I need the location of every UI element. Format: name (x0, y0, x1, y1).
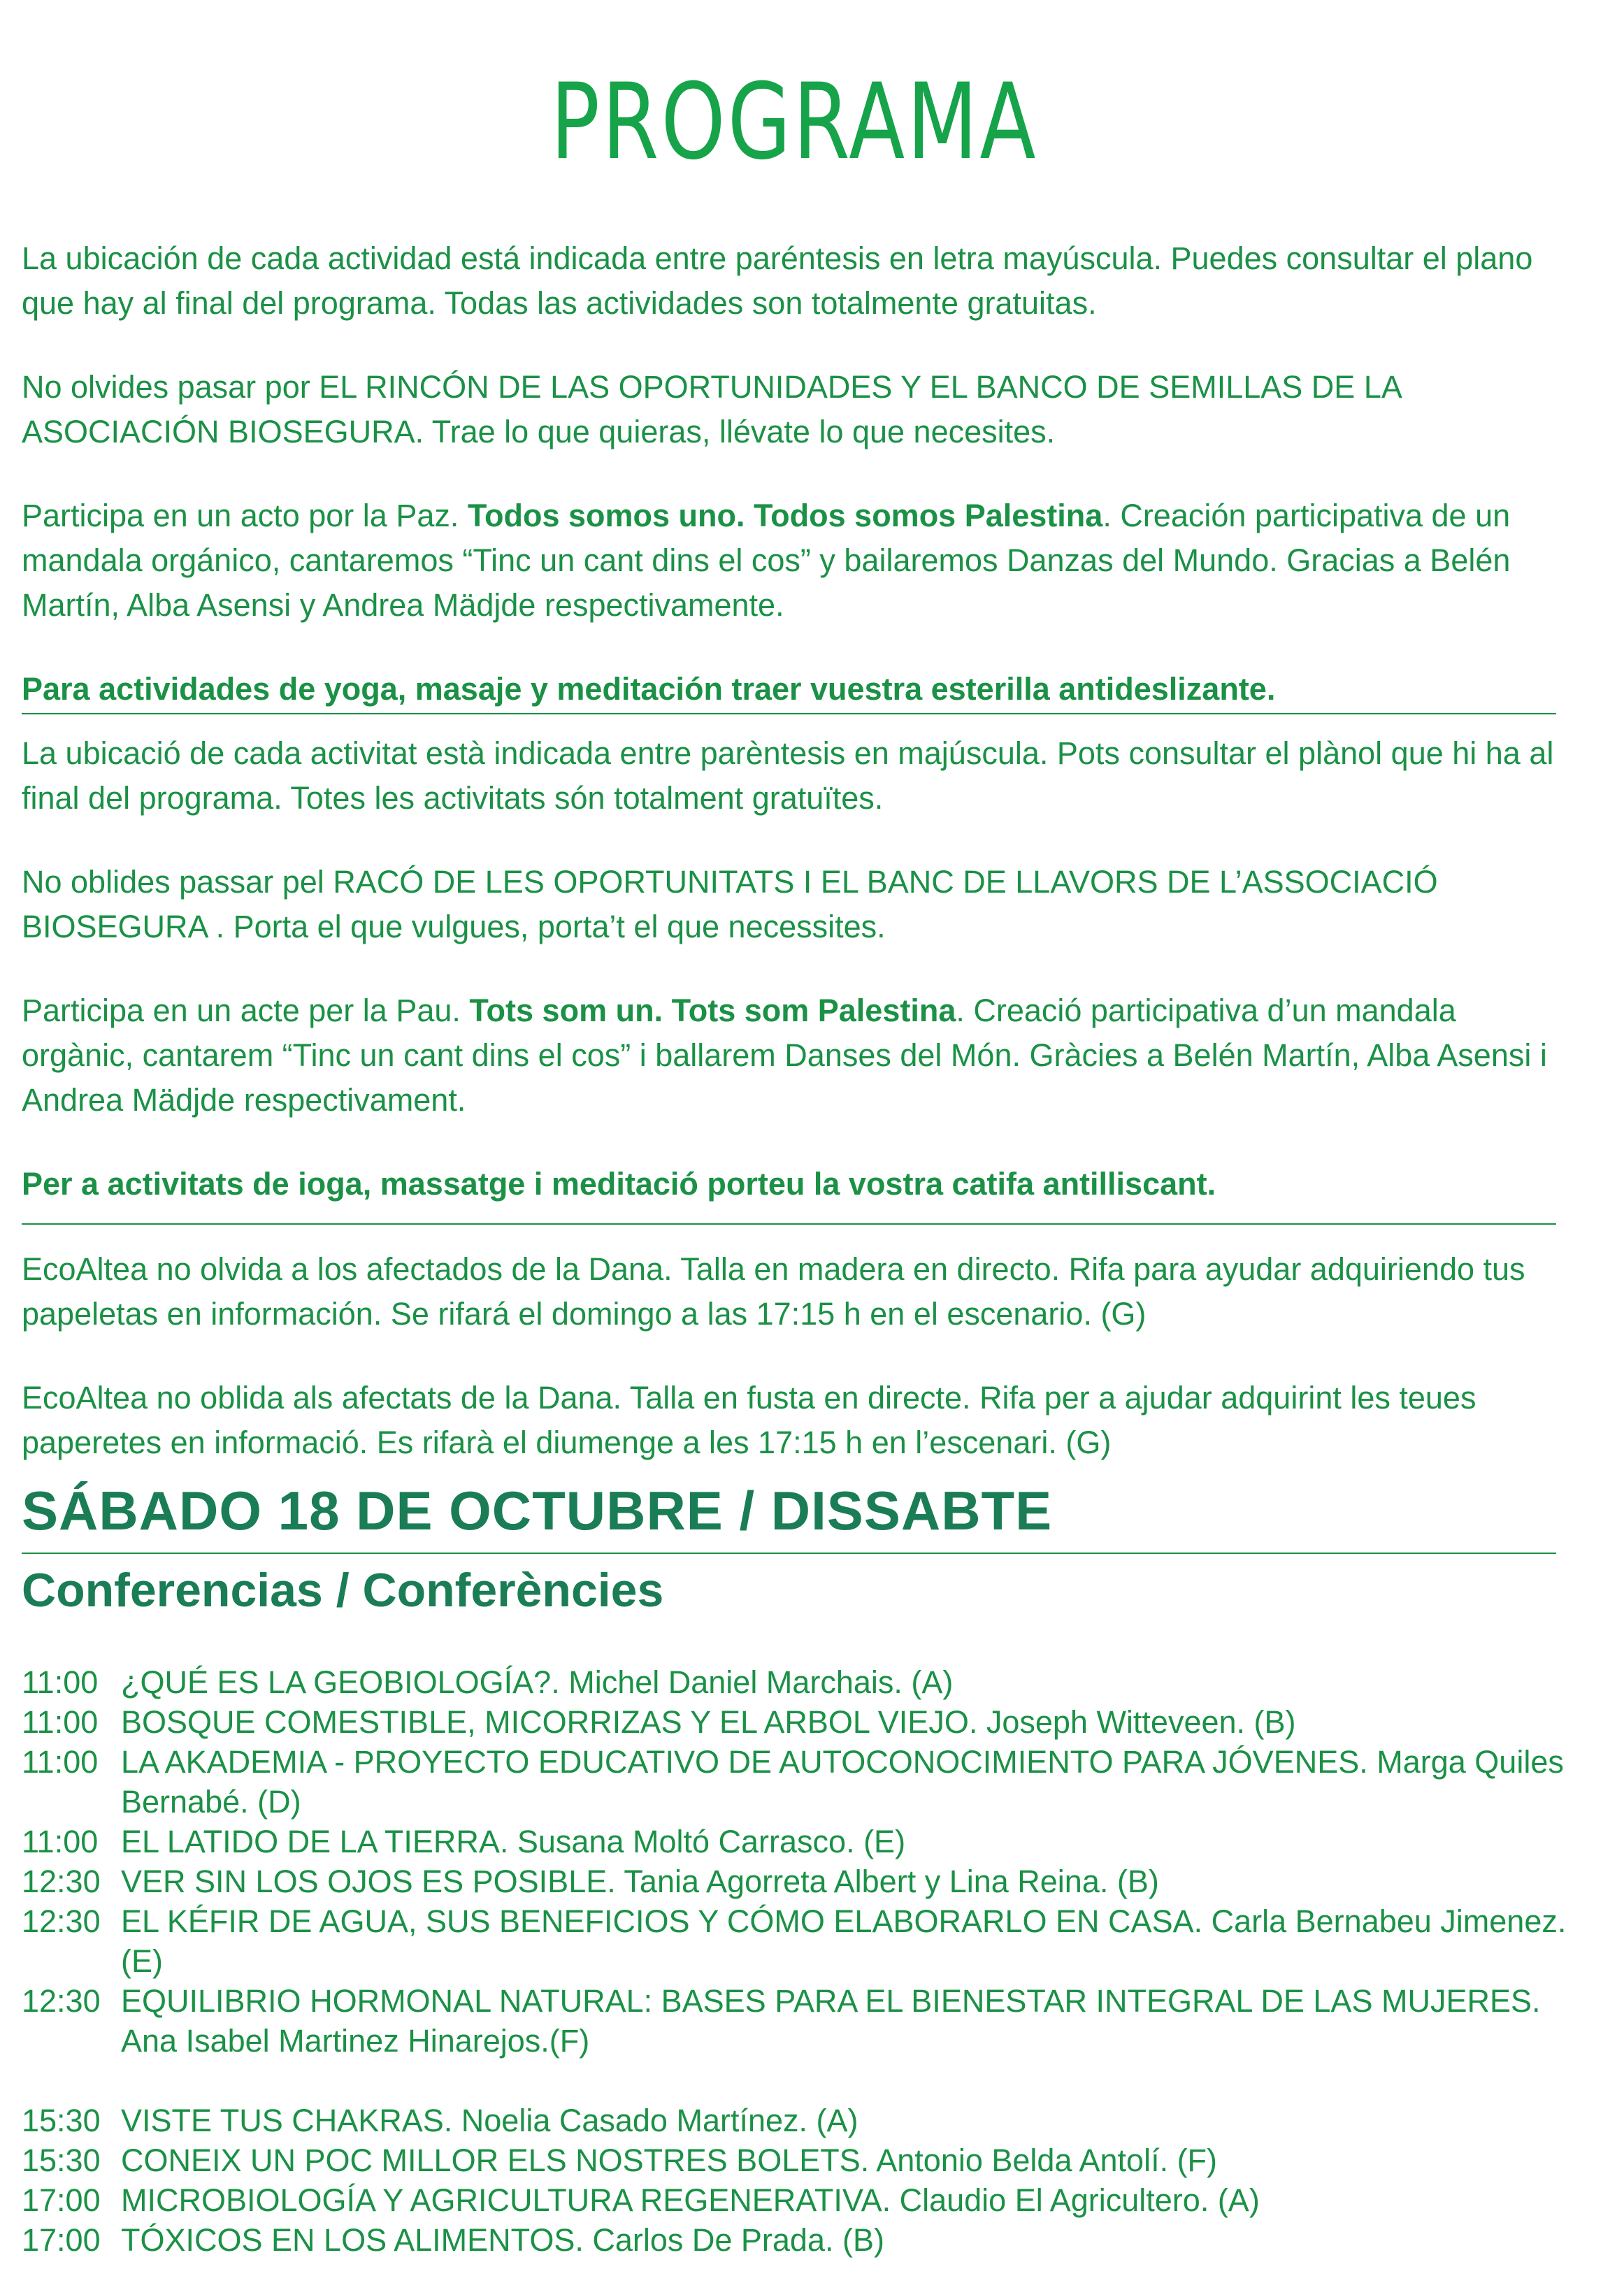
row-text: ¿QUÉ ES LA GEOBIOLOGÍA?. Michel Daniel Marchais. (A) (121, 1664, 954, 1700)
intro-ca-location-note: La ubicació de cada activitat està indicada entre parèntesis en majúscula. Pots consultar el plànol que hi ha al final del programa. Totes les activitats són totalment gratuïtes. (22, 735, 1554, 816)
intro-ca-peace-note (22, 988, 1567, 1123)
peace-post: . Creació participativa d’un mandala orgànic, cantarem “Tinc un cant dins el cos” i ballarem Danses del Món. Gràcies a Belén Martín, Alba Asensi i Andrea Mädjde respectivament. (22, 993, 1547, 1118)
intro-ca-opportunities-note: No oblides passar pel RACÓ DE LES OPORTUNITATS I EL BANC DE LLAVORS DE L’ASSOCIACIÓ BIOSEGURA . Porta el que vulgues, porta’t el que necessites. (22, 864, 1438, 944)
schedule-row (22, 1742, 1567, 1822)
row-text: CONEIX UN POC MILLOR ELS NOSTRES BOLETS. Antonio Belda Antolí. (F) (121, 2142, 1218, 2178)
page-title: PROGRAMA (550, 62, 1038, 183)
peace-slogan: Todos somos uno. Todos somos Palestina (467, 498, 1103, 533)
schedule-gap (22, 2061, 1567, 2101)
row-text: VISTE TUS CHAKRAS. Noelia Casado Martínez. (A) (121, 2103, 858, 2138)
row-text: EQUILIBRIO HORMONAL NATURAL: BASES PARA EL BIENESTAR INTEGRAL DE LAS MUJERES. Ana Isabel Martinez Hinarejos.(F) (121, 1983, 1541, 2059)
schedule-row (22, 1702, 1567, 1742)
peace-post: . Creación participativa de un mandala orgánico, cantaremos “Tinc un cant dins el cos” y bailaremos Danzas del Mundo. Gracias a Belén Martín, Alba Asensi y Andrea Mädjde respectivamente. (22, 498, 1511, 623)
row-time: 15:30 (22, 2142, 101, 2178)
intro-es-opportunities-note: No olvides pasar por EL RINCÓN DE LAS OPORTUNIDADES Y EL BANCO DE SEMILLAS DE LA ASOCIACIÓN BIOSEGURA. Trae lo que quieras, llévate lo que necesites. (22, 369, 1401, 449)
row-text: EL LATIDO DE LA TIERRA. Susana Moltó Carrasco. (E) (121, 1824, 906, 1859)
row-time: 11:00 (22, 1744, 99, 1780)
schedule-row (22, 2220, 1567, 2260)
schedule-row (22, 1662, 1567, 1702)
row-time: 12:30 (22, 1903, 101, 1939)
divider (22, 713, 1556, 714)
row-text: VER SIN LOS OJOS ES POSIBLE. Tania Agorreta Albert y Lina Reina. (B) (121, 1864, 1159, 1899)
intro-es (22, 236, 1567, 712)
raffle-ca: EcoAltea no oblida als afectats de la Dana. Talla en fusta en directe. Rifa per a ajudar adquirint les teues paperetes en informació. Es rifarà el diumenge a les 17:15 h en l’escenari. (G) (22, 1380, 1476, 1460)
schedule-row (22, 2140, 1567, 2180)
row-text: EL KÉFIR DE AGUA, SUS BENEFICIOS Y CÓMO ELABORARLO EN CASA. Carla Bernabeu Jimenez. (E) (121, 1903, 1567, 1979)
peace-slogan: Tots som un. Tots som Palestina (469, 993, 956, 1028)
row-time: 17:00 (22, 2222, 101, 2258)
day-underline (22, 1553, 1556, 1554)
row-text: TÓXICOS EN LOS ALIMENTOS. Carlos De Prada. (B) (121, 2222, 884, 2258)
section-title: Conferencias / Conferències (22, 1564, 664, 1617)
schedule-row (22, 1981, 1567, 2061)
raffle-es: EcoAltea no olvida a los afectados de la Dana. Talla en madera en directo. Rifa para ayudar adquiriendo tus papeletas en información. Se rifará el domingo a las 17:15 h en el escenario. (G) (22, 1251, 1525, 1332)
raffle-block (22, 1247, 1567, 1465)
divider (22, 1223, 1556, 1225)
row-time: 11:00 (22, 1704, 99, 1740)
intro-es-peace-note (22, 494, 1567, 628)
row-time: 12:30 (22, 1864, 101, 1899)
day-title: SÁBADO 18 DE OCTUBRE / DISSABTE (22, 1480, 1053, 1541)
row-text: LA AKADEMIA - PROYECTO EDUCATIVO DE AUTOCONOCIMIENTO PARA JÓVENES. Marga Quiles Bernabé. (D) (121, 1744, 1564, 1820)
conference-schedule (22, 1662, 1567, 2260)
intro-ca-mat-note: Per a activitats de ioga, massatge i meditació porteu la vostra catifa antilliscant. (22, 1166, 1216, 1202)
row-time: 11:00 (22, 1664, 99, 1700)
row-time: 12:30 (22, 1983, 101, 2019)
schedule-row (22, 1822, 1567, 1861)
row-time: 15:30 (22, 2103, 101, 2138)
row-text: BOSQUE COMESTIBLE, MICORRIZAS Y EL ARBOL VIEJO. Joseph Witteveen. (B) (121, 1704, 1296, 1740)
schedule-row (22, 1901, 1567, 1981)
schedule-row (22, 2101, 1567, 2140)
intro-ca (22, 731, 1567, 1207)
intro-es-mat-note: Para actividades de yoga, masaje y meditación traer vuestra esterilla antideslizante. (22, 671, 1276, 707)
intro-es-location-note: La ubicación de cada actividad está indicada entre paréntesis en letra mayúscula. Puedes consultar el plano que hay al final del programa. Todas las actividades son totalmente gratuitas. (22, 240, 1533, 321)
row-time: 11:00 (22, 1824, 99, 1859)
schedule-row (22, 2180, 1567, 2220)
row-text: MICROBIOLOGÍA Y AGRICULTURA REGENERATIVA. Claudio El Agricultero. (A) (121, 2182, 1260, 2218)
peace-pre: Participa en un acto por la Paz. (22, 498, 468, 533)
row-time: 17:00 (22, 2182, 101, 2218)
peace-pre: Participa en un acte per la Pau. (22, 993, 470, 1028)
schedule-row (22, 1861, 1567, 1901)
